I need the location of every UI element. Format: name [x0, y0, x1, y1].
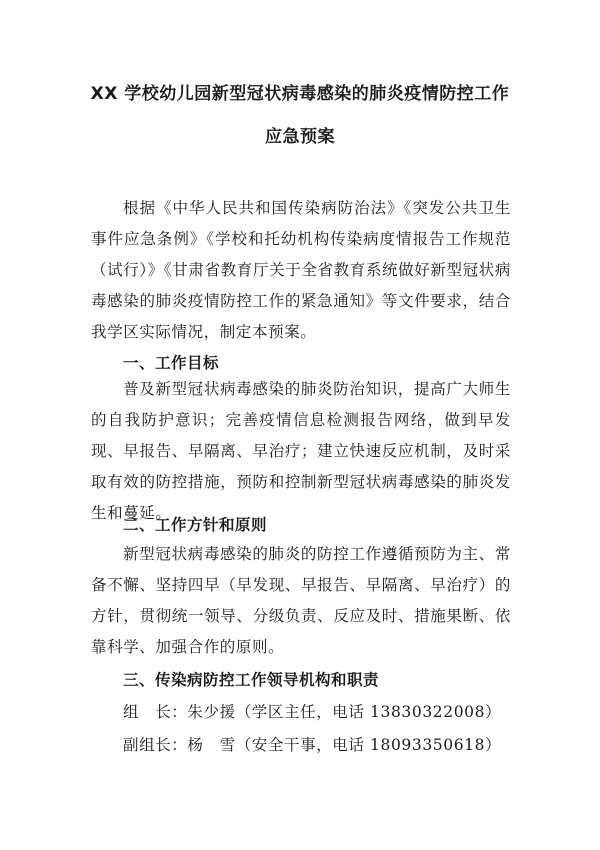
staff-deputy-leader: 副组长：杨 雪（安全干事，电话 18093350618）	[123, 736, 502, 754]
intro-paragraph: 根据《中华人民共和国传染病防治法》《突发公共卫生事件应急条例》《学校和托幼机构传染病度情报告工作规范（试行）》《甘肃省教育厅关于全省教育系统做好新型冠状病毒感染的肺炎疫情防控工作的紧急通知》等文件要求，结合我学区实际情况，制定本预案。	[91, 199, 511, 341]
staff-leader: 组 长：朱少援（学区主任，电话 13830322008）	[123, 703, 502, 721]
document-title: XX 学校幼儿园新型冠状病毒感染的肺炎疫情防控工作	[90, 84, 510, 104]
section-heading-leadership: 三、传染病防控工作领导机构和职责	[123, 671, 380, 689]
document-subtitle: 应急预案	[265, 127, 335, 147]
section-heading-principles: 二、工作方针和原则	[123, 516, 268, 534]
section-paragraph-principles: 新型冠状病毒感染的肺炎的防控工作遵循预防为主、常备不懈、坚持四早（早发现、早报告、早隔离、早治疗）的方针，贯彻统一领导、分级负责、反应及时、措施果断、依靠科学、加强合作的原则。	[91, 545, 511, 656]
section-paragraph-goals: 普及新型冠状病毒感染的肺炎防治知识，提高广大师生的自我防护意识；完善疫情信息检测报告网络，做到早发现、早报告、早隔离、早治疗；建立快速反应机制，及时采取有效的防控措施，预防和控制新型冠状病毒感染的肺炎发生和蔓延。	[91, 380, 511, 522]
section-heading-goals: 一、工作目标	[123, 354, 220, 372]
